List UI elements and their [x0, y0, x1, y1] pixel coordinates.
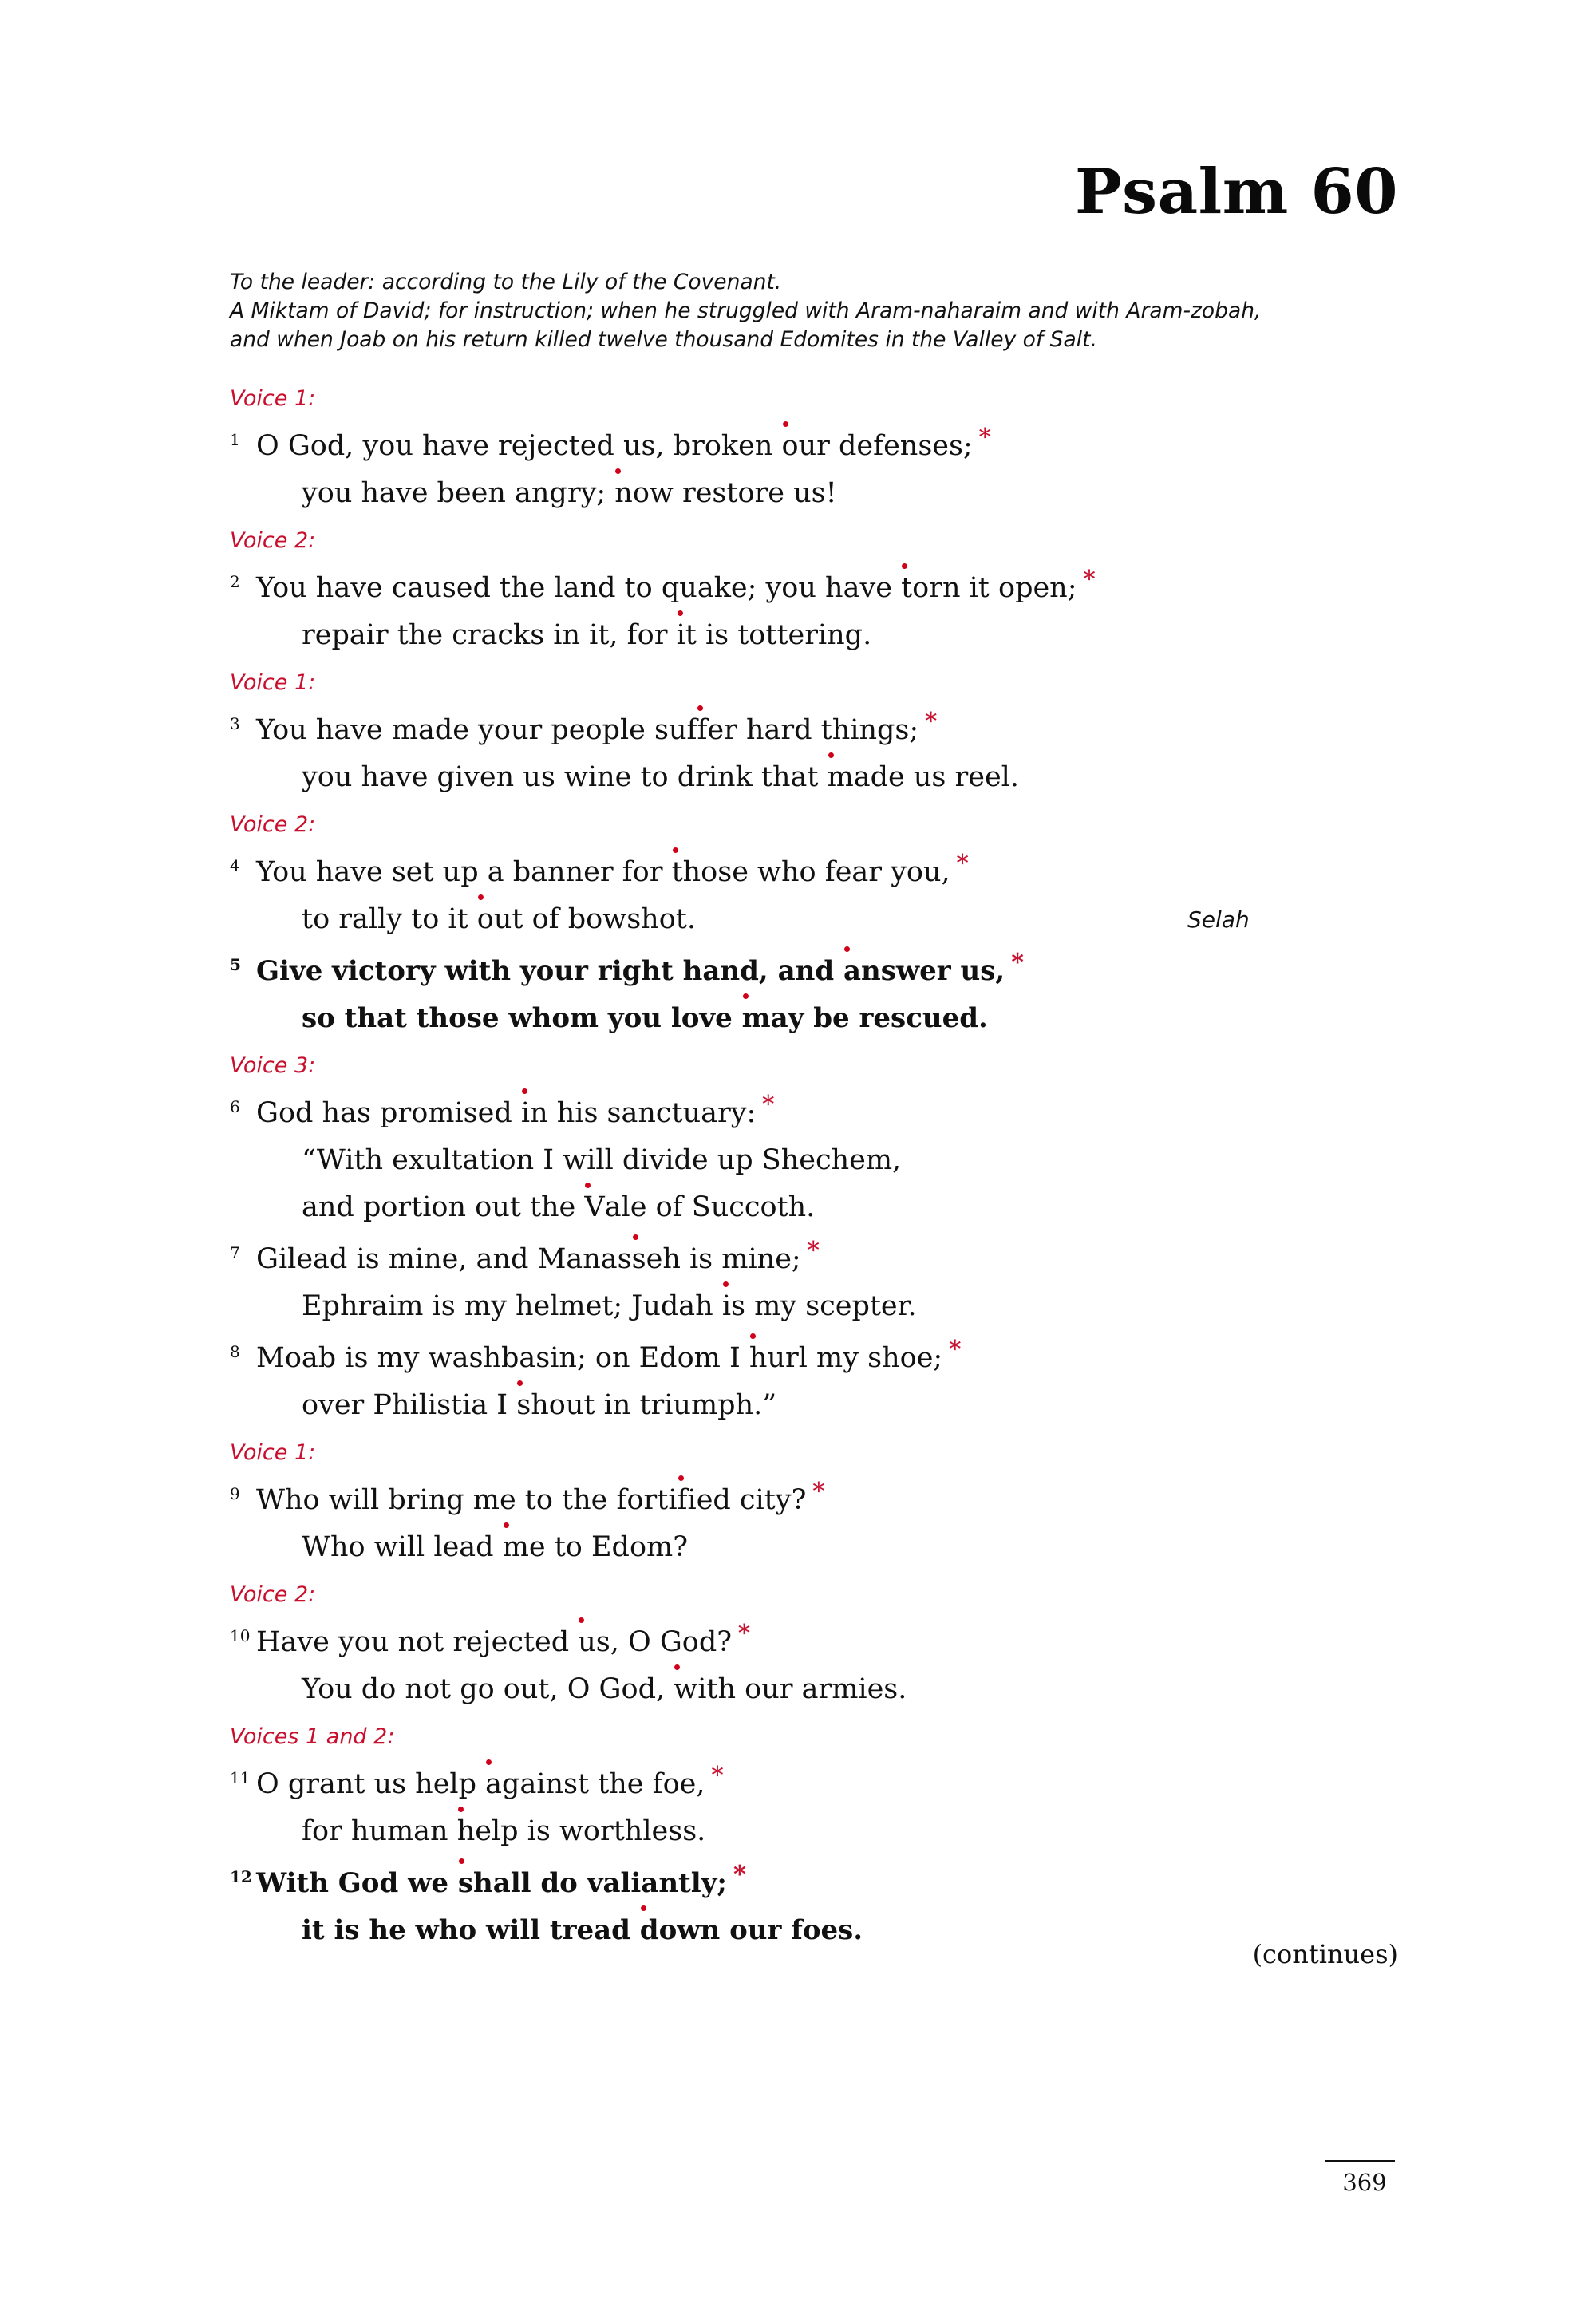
voice-label: Voice 1: — [230, 386, 316, 411]
pointing-dot: i — [677, 612, 685, 659]
voice-label: Voice 3: — [230, 1053, 316, 1078]
footer-rule — [1325, 2160, 1395, 2162]
asterisk: * — [956, 850, 969, 878]
pointing-dot: o — [782, 423, 799, 470]
verse-line: to rally to it out of bowshot. Selah — [230, 896, 1403, 943]
verse-line: so that those whom you love may be rescued. — [230, 995, 1403, 1042]
verse-line: 10 Have you not rejected us, O God? * — [230, 1619, 1403, 1666]
verse-line: 1 O God, you have rejected us, broken our defenses; * — [230, 423, 1403, 470]
pointing-dot: m — [503, 1524, 529, 1571]
verse-11 — [230, 1761, 1403, 1855]
verse-line: 12 With God we shall do valiantly; * — [230, 1860, 1403, 1907]
verse-number: 7 — [230, 1243, 240, 1262]
asterisk: * — [812, 1478, 825, 1506]
verse-number: 2 — [230, 572, 240, 591]
pointing-dot: a — [843, 948, 861, 995]
verse-6 — [230, 1090, 1403, 1231]
pointing-dot: m — [742, 995, 771, 1042]
verse-number: 5 — [230, 955, 241, 974]
asterisk: * — [738, 1620, 751, 1648]
asterisk: * — [711, 1762, 724, 1790]
voice-label: Voices 1 and 2: — [230, 1724, 395, 1749]
verse-12 — [230, 1860, 1403, 1954]
continues-note: (continues) — [1252, 1939, 1398, 1969]
verse-10 — [230, 1619, 1403, 1713]
superscription-line: and when Joab on his return killed twelve thousand Edomites in the Valley of Salt. — [230, 327, 1097, 352]
verse-line: Ephraim is my helmet; Judah is my scepter. — [230, 1283, 1403, 1330]
pointing-dot: t — [672, 849, 683, 896]
verse-number: 8 — [230, 1342, 240, 1361]
superscription-line: A Miktam of David; for instruction; when he struggled with Aram-naharaim and with Aram-zobah, — [230, 298, 1262, 323]
pointing-dot: n — [614, 470, 633, 517]
asterisk: * — [949, 1336, 962, 1364]
pointing-dot: u — [578, 1619, 596, 1666]
verse-line: it is he who will tread down our foes. — [230, 1907, 1403, 1954]
verse-7 — [230, 1236, 1403, 1330]
verse-number: 10 — [230, 1626, 251, 1645]
pointing-dot: s — [458, 1860, 473, 1907]
voice-label: Voice 2: — [230, 1582, 316, 1607]
verse-number: 12 — [230, 1867, 252, 1886]
verse-number: 4 — [230, 856, 240, 875]
verse-5 — [230, 948, 1403, 1042]
pointing-dot: V — [584, 1184, 604, 1231]
verse-number: 11 — [230, 1768, 251, 1787]
asterisk: * — [925, 708, 938, 736]
verse-number: 1 — [230, 430, 240, 449]
verse-line: 5 Give victory with your right hand, and answer us, * — [230, 948, 1403, 995]
verse-number: 9 — [230, 1484, 240, 1503]
verse-line: 6 God has promised in his sanctuary: * — [230, 1090, 1403, 1137]
verse-line: 9 Who will bring me to the fortified city? * — [230, 1477, 1403, 1524]
pointing-dot: d — [640, 1907, 659, 1954]
voice-label: Voice 2: — [230, 528, 316, 553]
asterisk: * — [733, 1861, 746, 1889]
verse-line: 4 You have set up a banner for those who fear you, * — [230, 849, 1403, 896]
voice-label: Voice 1: — [230, 1440, 316, 1465]
pointing-dot: s — [632, 1236, 646, 1283]
pointing-dot: f — [697, 707, 707, 754]
asterisk: * — [762, 1091, 775, 1119]
verse-3 — [230, 707, 1403, 801]
verse-line: for human help is worthless. — [230, 1808, 1403, 1855]
verse-1 — [230, 423, 1403, 517]
verse-line: You do not go out, O God, with our armies. — [230, 1666, 1403, 1713]
verse-line: 11 O grant us help against the foe, * — [230, 1761, 1403, 1808]
verse-line: 2 You have caused the land to quake; you have torn it open; * — [230, 565, 1403, 612]
psalm-body — [230, 375, 1403, 1959]
asterisk: * — [1011, 949, 1024, 977]
pointing-dot: i — [521, 1090, 530, 1137]
selah-marker: Selah — [1187, 906, 1250, 933]
pointing-dot: m — [828, 754, 854, 801]
superscription-line: To the leader: according to the Lily of the Covenant. — [230, 270, 782, 294]
verse-line: over Philistia I shout in triumph.” — [230, 1382, 1403, 1429]
pointing-dot: w — [674, 1666, 697, 1713]
pointing-dot: a — [485, 1761, 502, 1808]
asterisk: * — [807, 1237, 820, 1265]
verse-line: 3 You have made your people suffer hard things; * — [230, 707, 1403, 754]
verse-line: you have been angry; now restore us! — [230, 470, 1403, 517]
superscription — [230, 268, 1427, 354]
psalm-title: Psalm 60 — [1075, 156, 1398, 228]
pointing-dot: o — [477, 896, 494, 943]
voice-label: Voice 2: — [230, 812, 316, 837]
verse-line: repair the cracks in it, for it is tottering. — [230, 612, 1403, 659]
verse-line: and portion out the Vale of Succoth. — [230, 1184, 1403, 1231]
verse-9 — [230, 1477, 1403, 1571]
pointing-dot: t — [901, 565, 912, 612]
verse-line: you have given us wine to drink that made us reel. — [230, 754, 1403, 801]
verse-number: 3 — [230, 714, 240, 733]
verse-line: 7 Gilead is mine, and Manasseh is mine; * — [230, 1236, 1403, 1283]
verse-number: 6 — [230, 1097, 240, 1116]
voice-label: Voice 1: — [230, 670, 316, 695]
pointing-dot: f — [678, 1477, 688, 1524]
page-number: 369 — [1342, 2169, 1387, 2196]
verse-4 — [230, 849, 1403, 943]
verse-line: Who will lead me to Edom? — [230, 1524, 1403, 1571]
verse-line: “With exultation I will divide up Shechem, — [302, 1144, 902, 1176]
pointing-dot: i — [722, 1283, 731, 1330]
asterisk: * — [978, 424, 991, 452]
asterisk: * — [1083, 566, 1096, 594]
verse-line: 8 Moab is my washbasin; on Edom I hurl my shoe; * — [230, 1335, 1403, 1382]
pointing-dot: h — [749, 1335, 768, 1382]
pointing-dot: h — [457, 1808, 476, 1855]
verse-8 — [230, 1335, 1403, 1429]
verse-2 — [230, 565, 1403, 659]
pointing-dot: s — [516, 1382, 531, 1429]
